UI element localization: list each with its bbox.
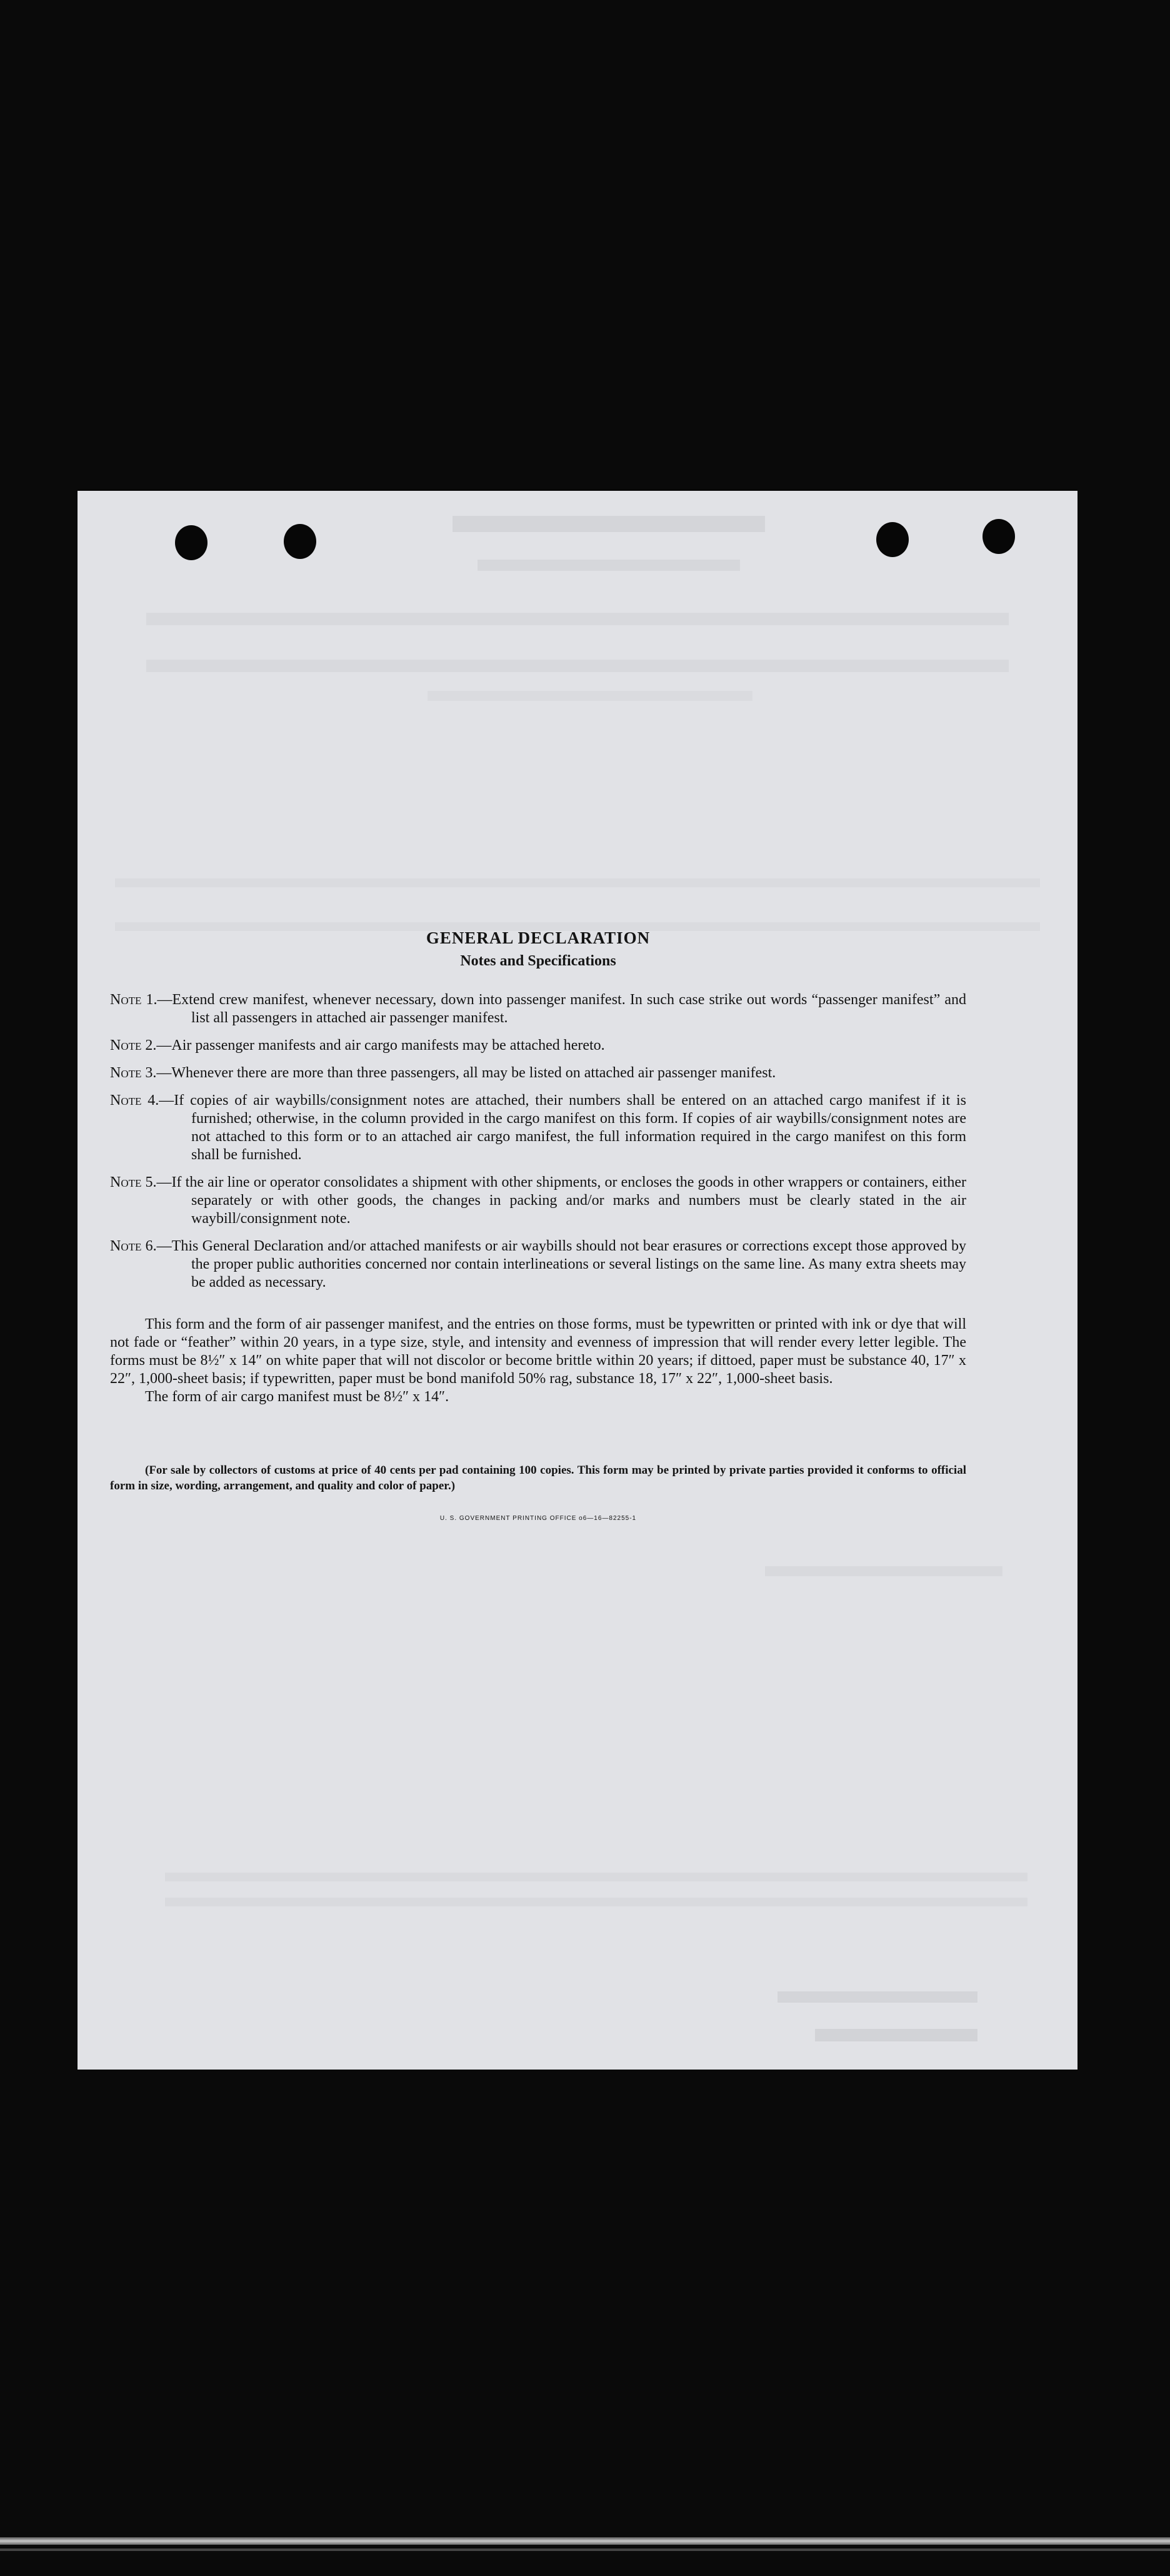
note-text: This General Declaration and/or attached manifests or air waybills should not bear erasures or corrections except those approved by the proper public authorities concerned nor contain interlineations or several listings on the same line. As many extra sheets may be added as necessary. <box>171 1238 966 1291</box>
paper-specification-paragraph: This form and the form of air passenger manifest, and the entries on those forms, must be typewritten or printed with ink or dye that will not fade or “feather” within 20 years, in a type size, style, and intensity and evenness of impression that will render every letter legible. The forms must be 8½″ x 14″ on white paper that will not discolor or become brittle within 20 years; if dittoed, paper must be substance 40, 17″ x 22″, 1,000-sheet basis; if typewritten, paper must be bond manifold 50% rag, substance 18, 17″ x 22″, 1,000-sheet basis. <box>110 1316 966 1387</box>
bleed-through-mark <box>165 1873 1028 1881</box>
note-1: Note 1.—Extend crew manifest, whenever necessary, down into passenger manifest. In such case strike out words “passenger manifest” and list all passengers in attached air passenger manifest. <box>110 992 966 1026</box>
punch-hole-3 <box>876 522 909 557</box>
note-label: Note 2. <box>110 1037 157 1054</box>
bleed-through-mark <box>428 691 752 701</box>
note-text: Whenever there are more than three passengers, all may be listed on attached air passenger manifest. <box>171 1065 776 1081</box>
punch-hole-2 <box>284 524 316 559</box>
bleed-through-mark <box>478 560 740 571</box>
bleed-through-mark <box>778 1991 978 2003</box>
note-6: Note 6.—This General Declaration and/or attached manifests or air waybills should not bear erasures or corrections except those approved by the proper public authorities concerned nor contain interlineations or several listings on the same line. As many extra sheets may be added as necessary. <box>110 1238 966 1291</box>
punch-hole-4 <box>982 519 1015 554</box>
note-label: Note 3. <box>110 1065 157 1081</box>
bleed-through-mark <box>165 1898 1028 1906</box>
printer-line: U. S. GOVERNMENT PRINTING OFFICE o6—16—82255-1 <box>439 1515 637 1522</box>
bleed-through-mark <box>146 660 1009 672</box>
note-text: If copies of air waybills/consignment notes are attached, their numbers shall be entered on an attached cargo manifest if it is furnished; otherwise, in the column provided in the cargo manifest on this form. If copies of air waybills/consignment notes are not attached to this form or to an attached air cargo manifest, the full information required in the cargo manifest on this form shall be furnished. <box>174 1092 966 1163</box>
sale-notice: (For sale by collectors of customs at price of 40 cents per pad containing 100 copies. This form may be printed by private parties provided it conforms to official form in size, wording, arrangement, and quality and color of paper.) <box>110 1464 966 1492</box>
note-label: Note 1. <box>110 992 158 1008</box>
note-text: Extend crew manifest, whenever necessary, down into passenger manifest. In such case strike out words “passenger manifest” and list all passengers in attached air passenger manifest. <box>172 992 966 1026</box>
punch-hole-1 <box>175 525 208 560</box>
note-label: Note 4. <box>110 1092 159 1109</box>
document-text <box>110 928 966 1522</box>
note-label: Note 5. <box>110 1174 157 1190</box>
page-subtitle: Notes and Specifications <box>460 953 616 969</box>
note-text: Air passenger manifests and air cargo manifests may be attached hereto. <box>171 1037 605 1054</box>
film-edge-line <box>0 2548 1170 2551</box>
cargo-manifest-size: The form of air cargo manifest must be 8½″ x 14″. <box>145 1389 449 1405</box>
bleed-through-mark <box>815 2029 978 2041</box>
bleed-through-mark <box>115 878 1040 887</box>
bleed-through-mark <box>146 613 1009 625</box>
bleed-through-mark <box>452 516 765 532</box>
note-4: Note 4.—If copies of air waybills/consignment notes are attached, their numbers shall be entered on an attached cargo manifest if it is furnished; otherwise, in the column provided in the cargo manifest on this form. If copies of air waybills/consignment notes are not attached to this form or to an attached air cargo manifest, the full information required in the cargo manifest on this form shall be furnished. <box>110 1092 966 1163</box>
note-5: Note 5.—If the air line or operator consolidates a shipment with other shipments, or encloses the goods in other wrappers or containers, either separately or with other goods, the changes in packing and/or marks and numbers must be clearly stated in the air waybill/consignment note. <box>110 1174 966 1227</box>
note-2: Note 2.—Air passenger manifests and air cargo manifests may be attached hereto. <box>110 1037 605 1054</box>
film-edge-strip <box>0 2537 1170 2545</box>
note-label: Note 6. <box>110 1238 157 1254</box>
page-title: GENERAL DECLARATION <box>426 928 651 947</box>
note-text: If the air line or operator consolidates a shipment with other shipments, or encloses the goods in other wrappers or containers, either separately or with other goods, the changes in packing and/or marks and numbers must be clearly stated in the air waybill/consignment note. <box>171 1174 966 1227</box>
note-3: Note 3.—Whenever there are more than three passengers, all may be listed on attached air passenger manifest. <box>110 1065 776 1081</box>
bleed-through-mark <box>765 1566 1002 1576</box>
